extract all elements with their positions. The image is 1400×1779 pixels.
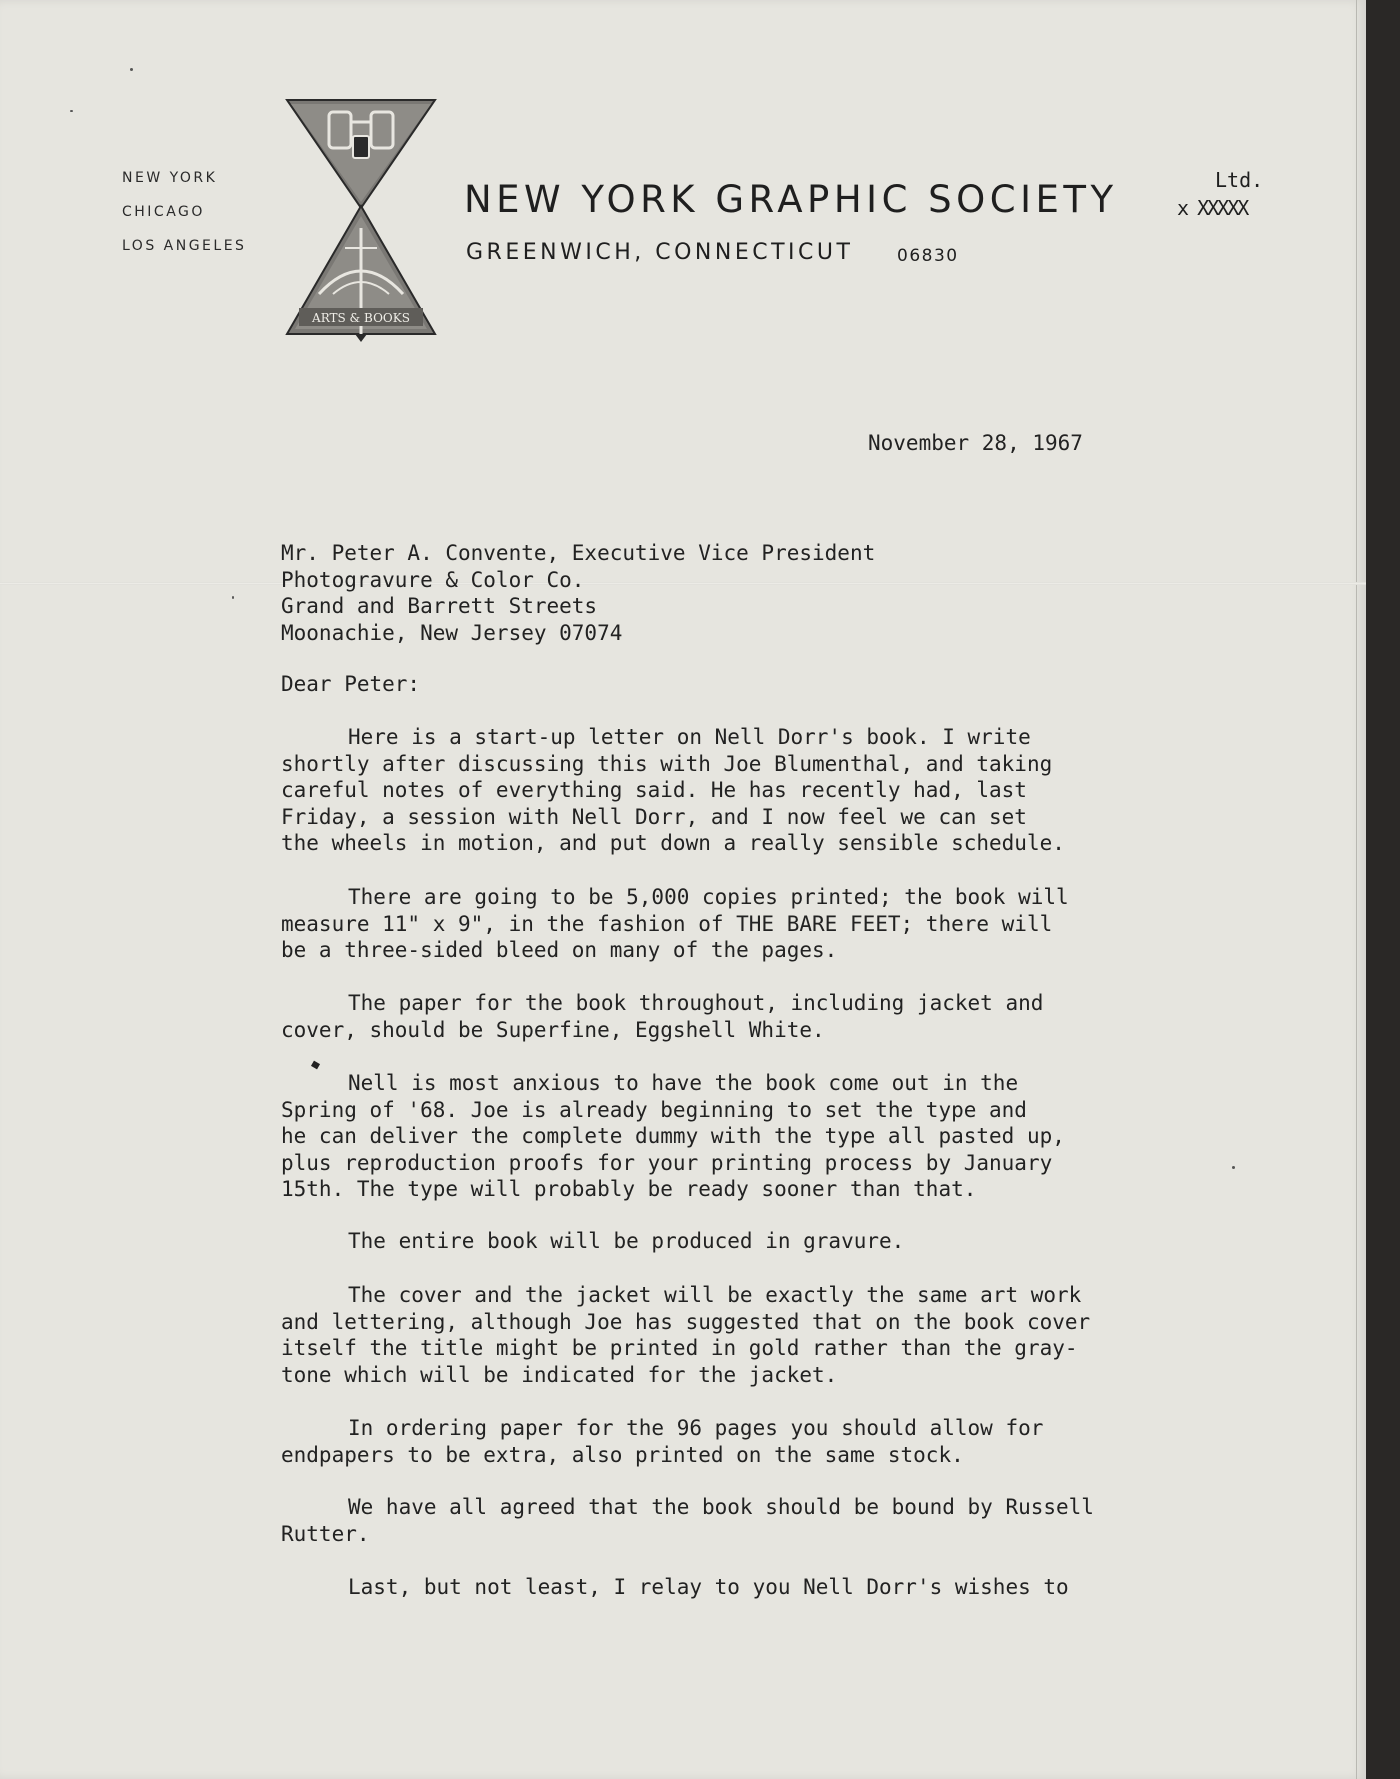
paragraph — [281, 884, 1069, 964]
paragraph — [281, 1415, 1043, 1468]
company-suffix-typed: Ltd. — [1215, 168, 1264, 192]
paragraph — [281, 1574, 1069, 1601]
paragraph-line: Friday, a session with Nell Dorr, and I now feel we can set — [281, 804, 1027, 829]
paragraph — [281, 990, 1043, 1043]
recipient-line: Photogravure & Color Co. — [281, 567, 585, 592]
paragraph-line: Here is a start-up letter on Nell Dorr's book. I write — [348, 725, 1031, 749]
paragraph-line: itself the title might be printed in gold rather than the gray- — [281, 1336, 1078, 1360]
paragraph-line: 15th. The type will probably be ready sooner than that. — [281, 1177, 977, 1201]
arts-and-books-logo — [285, 98, 437, 342]
paragraph — [281, 1494, 1094, 1547]
paragraph-line: The entire book will be produced in gravure. — [348, 1229, 905, 1253]
paragraph-line: Spring of '68. Joe is already beginning to set the type and — [281, 1097, 1027, 1122]
city-los-angeles: LOS ANGELES — [122, 238, 247, 254]
paragraph-line: he can deliver the complete dummy with the type all pasted up, — [281, 1124, 1065, 1148]
letter-date: November 28, 1967 — [868, 431, 1083, 455]
paper-edge — [1356, 0, 1357, 1779]
company-city: GREENWICH, CONNECTICUT — [466, 240, 854, 265]
speck — [70, 110, 73, 112]
paragraph-line: We have all agreed that the book should be bound by Russell — [348, 1495, 1094, 1519]
paragraph — [281, 724, 1065, 857]
paragraph-line: The cover and the jacket will be exactly the same art work — [348, 1283, 1082, 1307]
city-new-york: NEW YORK — [122, 170, 218, 186]
paragraph — [281, 1070, 1065, 1203]
recipient-line: Moonachie, New Jersey 07074 — [281, 620, 623, 645]
speck — [232, 596, 234, 599]
greeting: Dear Peter: — [281, 672, 421, 696]
recipient-line: Mr. Peter A. Convente, Executive Vice President — [281, 541, 876, 565]
paragraph-line: endpapers to be extra, also printed on the same stock. — [281, 1442, 964, 1467]
office-cities — [122, 161, 246, 263]
recipient-address — [281, 540, 875, 646]
paragraph-line: be a three-sided bleed on many of the pages. — [281, 938, 838, 962]
speck — [130, 68, 133, 71]
paragraph-line: measure 11" x 9", in the fashion of THE BARE FEET; there will — [281, 911, 1053, 936]
paragraph-line: Last, but not least, I relay to you Nell Dorr's wishes to — [348, 1575, 1069, 1599]
paragraph-line: The paper for the book throughout, including jacket and — [348, 991, 1044, 1015]
logo-text: ARTS & BOOKS — [312, 311, 410, 325]
paragraph-line: plus reproduction proofs for your printing process by January — [281, 1150, 1053, 1175]
company-name: NEW YORK GRAPHIC SOCIETY — [464, 178, 1118, 221]
paragraph — [281, 1282, 1090, 1388]
speck — [1232, 1166, 1235, 1169]
paragraph-line: Nell is most anxious to have the book come out in the — [348, 1071, 1019, 1095]
paragraph-line: Rutter. — [281, 1521, 370, 1546]
paragraph-line: shortly after discussing this with Joe Blumenthal, and taking — [281, 751, 1053, 776]
recipient-line: Grand and Barrett Streets — [281, 594, 598, 618]
paragraph-line: the wheels in motion, and put down a really sensible schedule. — [281, 831, 1065, 855]
paragraph-line: There are going to be 5,000 copies printed; the book will — [348, 885, 1069, 909]
paragraph-line: tone which will be indicated for the jacket. — [281, 1362, 838, 1387]
company-zip: 06830 — [897, 246, 959, 266]
paragraph-line: cover, should be Superfine, Eggshell White. — [281, 1017, 825, 1042]
company-suffix-struck: x XXXXX — [1177, 196, 1248, 220]
paragraph — [281, 1228, 904, 1255]
paragraph-line: In ordering paper for the 96 pages you should allow for — [348, 1416, 1044, 1440]
typewriter-mark — [311, 1061, 320, 1070]
paragraph-line: careful notes of everything said. He has recently had, last — [281, 778, 1027, 802]
city-chicago: CHICAGO — [122, 204, 205, 220]
paragraph-line: and lettering, although Joe has suggested that on the book cover — [281, 1309, 1091, 1334]
